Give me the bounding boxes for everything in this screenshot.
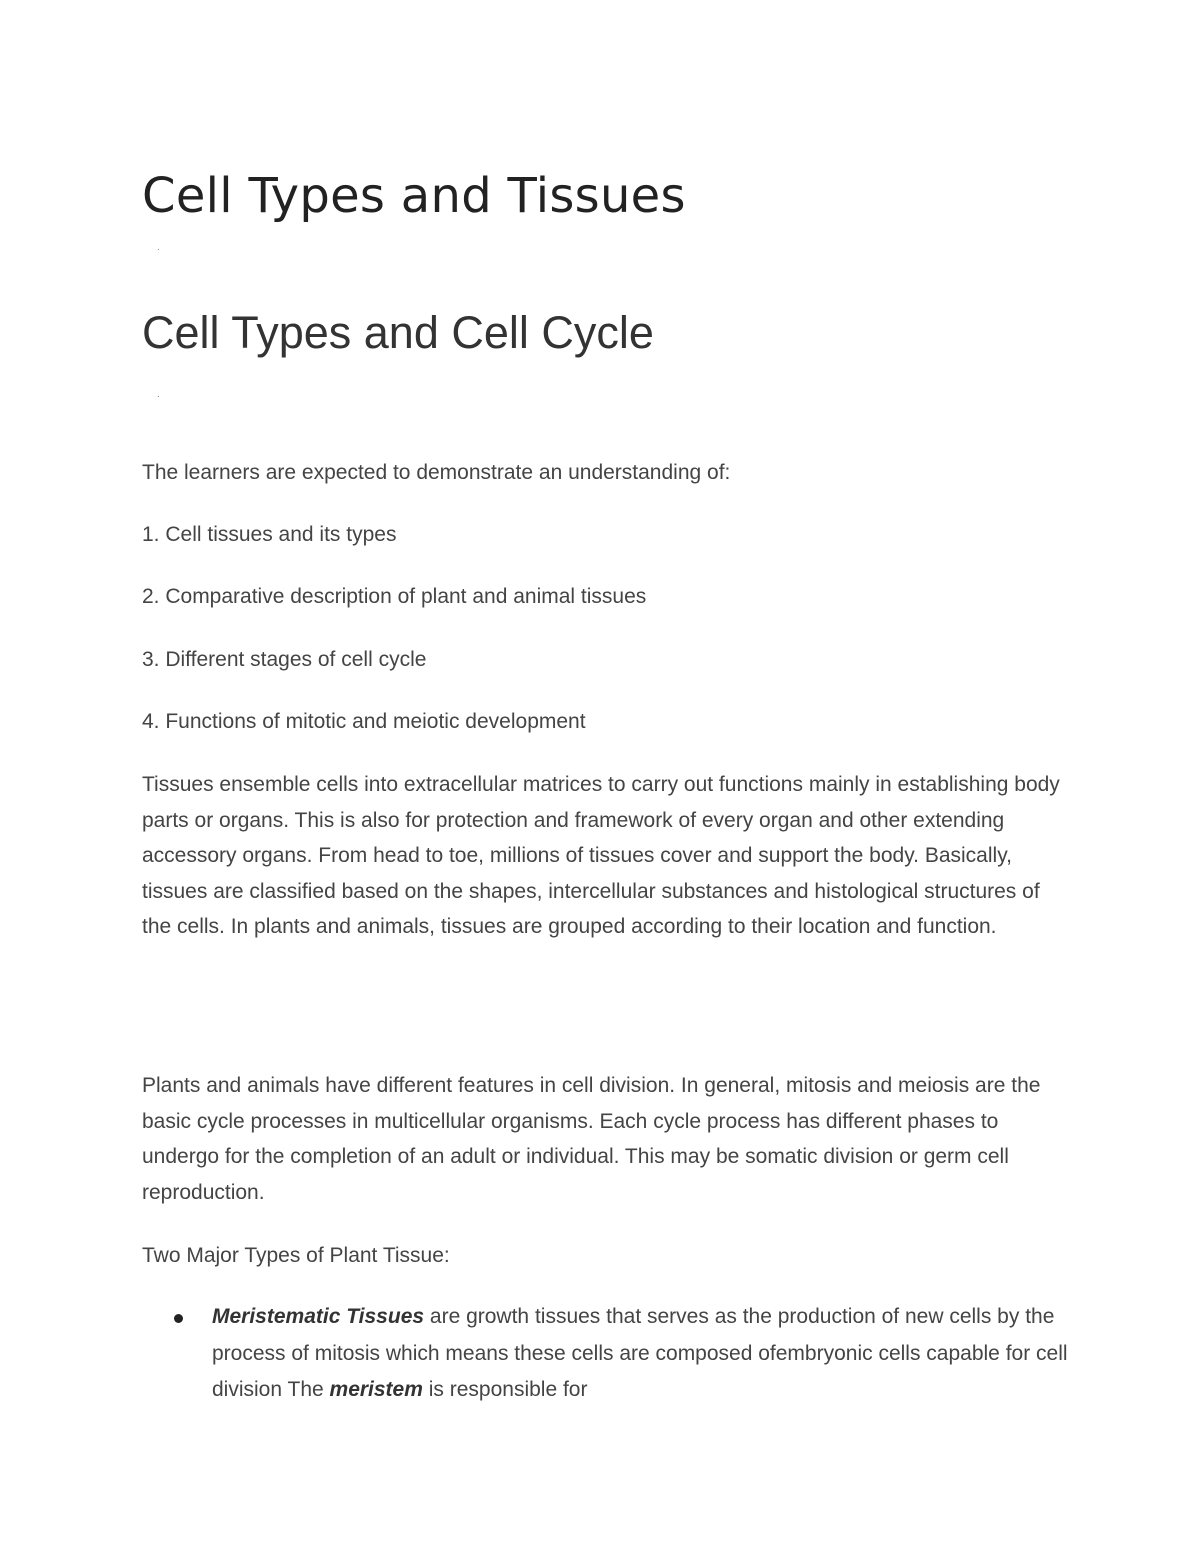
cell-division-paragraph: Plants and animals have different features in cell division. In general, mitosis and meiosis are the basic cycle processes in multicellular organisms. Each cycle process has different phases to undergo for the completion of an adult or individual. This may be somatic division or germ cell reproduction. (142, 1074, 1041, 1204)
document-title: Cell Types and Tissues (142, 168, 686, 224)
subtitle-marker: . (157, 389, 160, 400)
objective-item: 1. Cell tissues and its types (142, 523, 397, 546)
objective-item: 4. Functions of mitotic and meiotic development (142, 710, 586, 733)
title-marker: . (157, 242, 160, 253)
objective-item: 2. Comparative description of plant and animal tissues (142, 585, 647, 608)
meristematic-term: Meristematic Tissues (212, 1305, 425, 1328)
document-subtitle: Cell Types and Cell Cycle (142, 307, 654, 358)
meristematic-bullet-text (212, 1299, 1072, 1409)
intro-text: The learners are expected to demonstrate an understanding of: (142, 461, 731, 484)
bullet-point (174, 1314, 183, 1323)
plant-tissue-heading: Two Major Types of Plant Tissue: (142, 1244, 450, 1267)
objective-item: 3. Different stages of cell cycle (142, 648, 427, 671)
bullet-text-part: are growth tissues that serves as the production of new cells by the process of mitosis which means these cells are composed ofembryonic cells capable for cell division The (212, 1305, 1068, 1401)
meristem-term: meristem (329, 1378, 423, 1401)
bullet-text-part: is responsible for (422, 1378, 588, 1401)
tissues-paragraph: Tissues ensemble cells into extracellular matrices to carry out functions mainly in establishing body parts or organs. This is also for protection and framework of every organ and other extending accessory organs. From head to toe, millions of tissues cover and support the body. Basically, tissues are classified based on the shapes, intercellular substances and histological structures of the cells. In plants and animals, tissues are grouped according to their location and function. (142, 773, 1060, 938)
